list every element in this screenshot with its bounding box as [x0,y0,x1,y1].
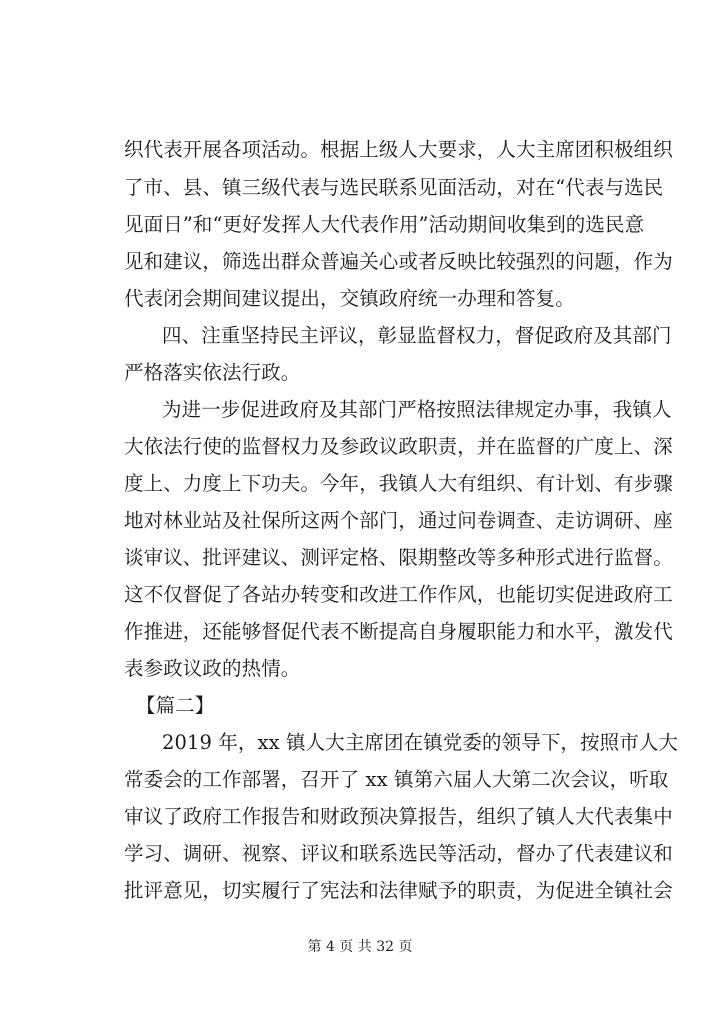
text-line: 织代表开展各项活动。根据上级人大要求，人大主席团积极组织 [124,138,673,161]
section-heading-line: 严格落实依法行政。 [124,361,301,384]
text-line: 批评意见，切实履行了宪法和法律赋予的职责，为促进全镇社会 [124,879,673,902]
text-line: 表参政议政的热情。 [124,657,301,680]
text-line: 了市、县、镇三级代表与选民联系见面活动，对在“代表与选民 [124,176,664,199]
text-line: 地对林业站及社保所这两个部门，通过问卷调查、走访调研、座 [124,509,673,532]
text-line: 见面日”和“更好发挥人大代表作用”活动期间收集到的选民意 [124,213,645,236]
text-line: 为进一步促进政府及其部门严格按照法律规定办事，我镇人 [162,398,672,421]
text-line: 常委会的工作部署，召开了 xx 镇第六届人大第二次会议，听取 [124,768,669,791]
text-line: 这不仅督促了各站办转变和改进工作作风，也能切实促进政府工 [124,583,673,606]
text-line: 谈审议、批评建议、测评定格、限期整改等多种形式进行监督。 [124,546,673,569]
text-line: 度上、力度上下功夫。今年，我镇人大有组织、有计划、有步骤 [124,472,673,495]
text-line: 2019 年，xx 镇人大主席团在镇党委的领导下，按照市人大 [162,731,679,754]
section-heading-line: 四、注重坚持民主评议，彰显监督权力，督促政府及其部门 [162,324,672,347]
text-line: 审议了政府工作报告和财政预决算报告，组织了镇人大代表集中 [124,805,673,828]
text-line: 作推进，还能够督促代表不断提高自身履职能力和水平，激发代 [124,620,673,643]
page-number-footer: 第 4 页 共 32 页 [307,939,413,955]
text-line: 代表闭会期间建议提出，交镇政府统一办理和答复。 [124,287,575,310]
text-line: 见和建议，筛选出群众普遍关心或者反映比较强烈的问题，作为 [124,250,673,273]
text-line: 学习、调研、视察、评议和联系选民等活动，督办了代表建议和 [124,842,673,865]
text-line: 大依法行使的监督权力及参政议政职责，并在监督的广度上、深 [124,435,673,458]
section-title: 【篇二】 [136,694,215,717]
